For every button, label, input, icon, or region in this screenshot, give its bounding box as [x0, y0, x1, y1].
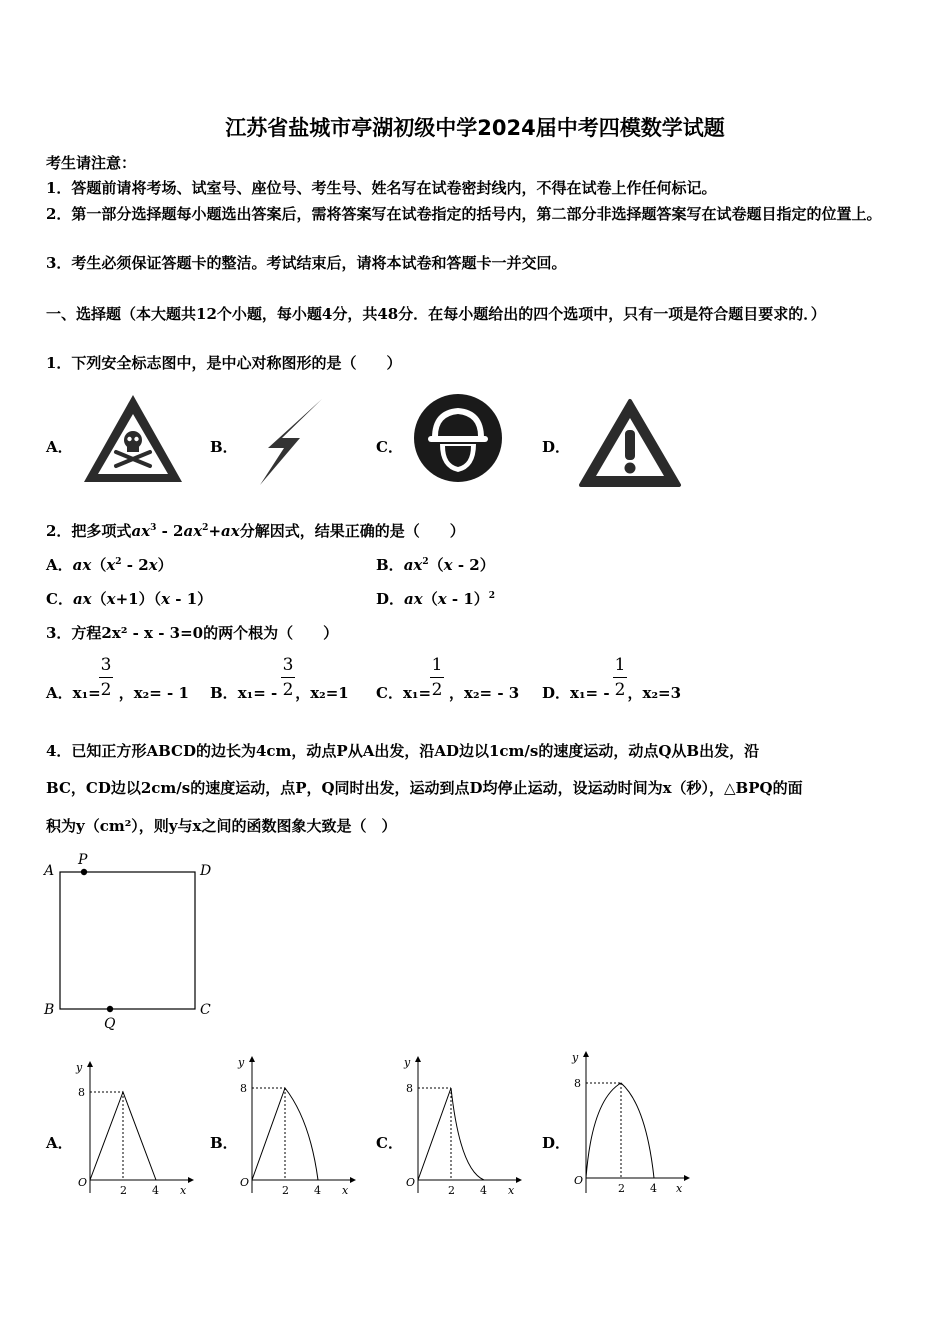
graph-a-x: x: [180, 1184, 187, 1197]
q3-b-x2: ，x₂=1: [295, 684, 349, 702]
page-title: 江苏省盐城市亭湖初级中学2024届中考四模数学试题: [225, 116, 725, 140]
graph-a-4: 4: [152, 1184, 159, 1197]
notice-item-2: 2．第一部分选择题每小题选出答案后，需将答案写在试卷指定的括号内，第二部分非选择题答案写在试卷题目指定的位置上。: [46, 205, 882, 223]
graph-b: [232, 1050, 357, 1200]
q2-option-b: B．$ax^2(x - 2)$: [376, 556, 495, 574]
section-heading: 一、选择题（本大题共12个小题，每小题4分，共48分．在每小题给出的四个选项中，只有一项是符合题目要求的．）: [46, 305, 826, 323]
graph-b-x: x: [342, 1184, 349, 1197]
lightning-bolt-icon: [256, 396, 326, 488]
graph-a-8: 8: [78, 1086, 85, 1099]
q3-option-b-label: B．: [210, 684, 238, 702]
q2-stem-prefix: 2．把多项式: [46, 522, 132, 540]
q3-c-numerator: 1: [431, 655, 443, 675]
q4-line-3: 积为y（cm²），则y与x之间的函数图象大致是（ ）: [46, 817, 397, 835]
graph-d-x: x: [676, 1182, 683, 1195]
q3-d-fraction: [613, 655, 627, 700]
q2-option-c-label: C．: [46, 590, 73, 608]
q2-stem-suffix: 分解因式，结果正确的是（ ）: [239, 522, 465, 540]
q1-stem: 1．下列安全标志图中，是中心对称图形的是（ ）: [46, 354, 402, 372]
graph-d-2: 2: [618, 1182, 625, 1195]
q4-line-1: 4．已知正方形ABCD的边长为4cm，动点P从A出发，沿AD边以1cm/s的速度运动，动点Q从B出发，沿: [46, 742, 760, 760]
hard-hat-icon: [412, 392, 504, 484]
graph-c-y: y: [404, 1056, 411, 1069]
q3-c-x2: ，x₂= - 3: [449, 684, 520, 702]
q3-b-fraction: [281, 655, 295, 700]
graph-b-8: 8: [240, 1082, 247, 1095]
q3-option-c: [376, 682, 519, 703]
q2-option-d-label: D．: [376, 590, 405, 608]
notice-heading: 考生请注意：: [46, 154, 137, 172]
graph-c-o: O: [406, 1176, 416, 1189]
notice-item-1: 1．答题前请将考场、试室号、座位号、考生号、姓名写在试卷密封线内，不得在试卷上作任何标记。: [46, 179, 717, 197]
graph-a-2: 2: [120, 1184, 127, 1197]
graph-a: [70, 1055, 195, 1200]
q1-option-c-label: C．: [376, 438, 403, 456]
q1-option-b-label: B．: [210, 438, 238, 456]
graph-d-4: 4: [650, 1182, 657, 1195]
q1-option-d-label: D．: [542, 438, 571, 456]
label-p: P: [78, 852, 88, 868]
q2-stem: 2．把多项式$ax^3 - 2ax^2+ax$分解因式，结果正确的是（ ）: [46, 522, 465, 540]
graph-c-2: 2: [448, 1184, 455, 1197]
graph-d: [566, 1045, 691, 1200]
q4-graph-d-label: D．: [542, 1134, 571, 1152]
notice-item-3: 3．考生必须保证答题卡的整洁。考试结束后，请将本试卷和答题卡一并交回。: [46, 254, 567, 272]
graph-b-4: 4: [314, 1184, 321, 1197]
q4-graph-a-label: A．: [46, 1134, 73, 1152]
q1-option-a-label: A．: [46, 438, 73, 456]
toxic-warning-icon: [80, 390, 186, 486]
label-b: B: [44, 1002, 55, 1018]
q3-option-d-label: D．: [542, 684, 571, 702]
q3-option-a-label: A．: [46, 684, 73, 702]
q3-c-x1: x₁=: [402, 684, 432, 702]
graph-b-y: y: [238, 1056, 245, 1069]
q3-option-c-label: C．: [376, 684, 403, 702]
graph-c: [398, 1050, 523, 1200]
exclamation-warning-icon: [578, 398, 682, 488]
label-a: A: [44, 863, 55, 879]
square-abcd-figure: [40, 850, 230, 1035]
graph-c-8: 8: [406, 1082, 413, 1095]
q3-a-x2: ，x₂= - 1: [118, 684, 189, 702]
q3-b-numerator: 3: [282, 655, 294, 675]
q3-c-denominator: 2: [431, 680, 443, 700]
graph-a-o: O: [78, 1176, 88, 1189]
q3-a-x1: x₁=: [72, 684, 101, 702]
graph-d-8: 8: [574, 1077, 581, 1090]
graph-b-2: 2: [282, 1184, 289, 1197]
q3-d-numerator: 1: [614, 655, 626, 675]
q4-line-2: BC，CD边以2cm/s的速度运动，点P，Q同时出发，运动到点D均停止运动，设运动时间为x（秒），△BPQ的面: [46, 779, 803, 797]
label-c: C: [200, 1002, 211, 1018]
graph-a-y: y: [76, 1061, 83, 1074]
q3-option-b: [210, 682, 349, 703]
graph-b-o: O: [240, 1176, 250, 1189]
q3-option-a: [46, 682, 189, 703]
q3-a-denominator: 2: [100, 680, 112, 700]
q2-option-b-label: B．: [376, 556, 404, 574]
q2-option-c: C．ax（x+1）（x - 1）: [46, 590, 213, 608]
graph-c-x: x: [508, 1184, 515, 1197]
q2-option-a-label: A．: [46, 556, 73, 574]
q3-option-d: [542, 682, 681, 703]
graph-d-y: y: [572, 1051, 579, 1064]
q2-option-d: D．ax（x - 1）$^2$: [376, 590, 496, 608]
label-q: Q: [104, 1016, 116, 1032]
graph-d-o: O: [574, 1174, 584, 1187]
q3-b-denominator: 2: [282, 680, 294, 700]
q4-graph-b-label: B．: [210, 1134, 238, 1152]
q3-d-x1: x₁= -: [570, 684, 610, 702]
q3-b-x1: x₁= -: [237, 684, 278, 702]
q3-stem: 3．方程2x² - x - 3=0的两个根为（ ）: [46, 624, 339, 642]
label-d: D: [200, 863, 212, 879]
q2-option-a: A．$ax(x^2 - 2x)$: [46, 556, 173, 574]
q3-d-x2: ，x₂=3: [627, 684, 682, 702]
q3-d-denominator: 2: [614, 680, 626, 700]
graph-c-4: 4: [480, 1184, 487, 1197]
q4-graph-c-label: C．: [376, 1134, 403, 1152]
q3-c-fraction: [430, 655, 444, 700]
q3-a-numerator: 3: [100, 655, 112, 675]
q3-a-fraction: [99, 655, 113, 700]
